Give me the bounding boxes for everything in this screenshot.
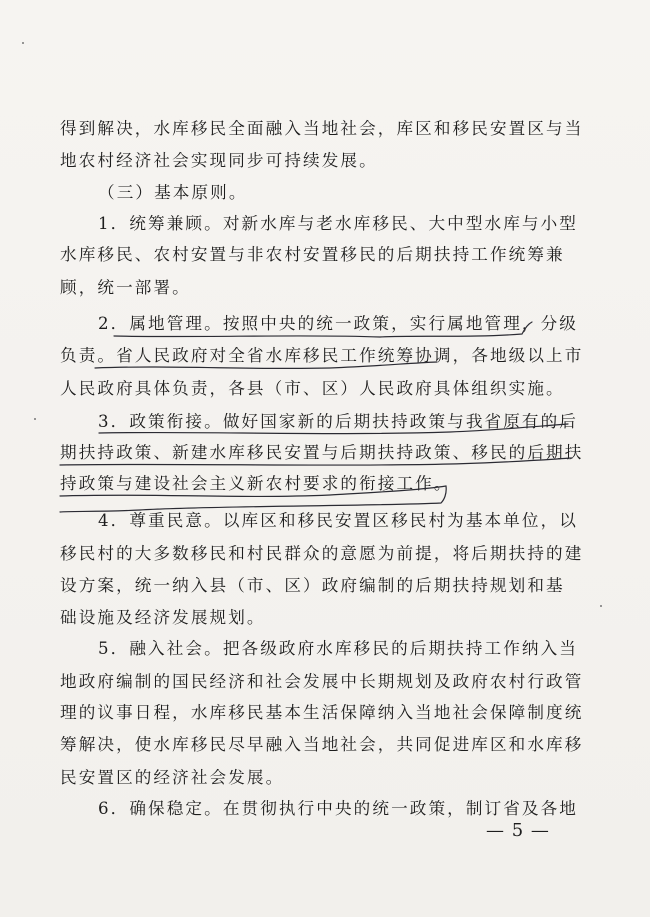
text-line: 得到解决，水库移民全面融入当地社会，库区和移民安置区与当 [60,119,584,138]
text-line: 人民政府具体负责，各县（市、区）人民政府具体组织实施。 [60,379,565,398]
text-line: 期扶持政策、新建水库移民安置与后期扶持政策、移民的后期扶 [60,443,584,462]
scan-speck [600,605,602,607]
text-line: 地农村经济社会实现同步可持续发展。 [60,151,378,170]
text-line: 理的议事日程，水库移民基本生活保障纳入当地社会保障制度统 [60,703,584,722]
section-heading: （三）基本原则。 [98,183,248,202]
text-line: 6．确保稳定。在贯彻执行中央的统一政策，制订省及各地 [98,799,578,818]
text-line: 移民村的大多数移民和村民群众的意愿为前提，将后期扶持的建 [60,544,584,563]
page-number: — 5 — [486,820,550,841]
text-line: 4．尊重民意。以库区和移民安置区移民村为基本单位，以 [98,511,578,530]
text-line: 地政府编制的国民经济和社会发展中长期规划及政府农村行政管 [60,672,584,691]
text-line: 设方案，统一纳入县（市、区）政府编制的后期扶持规划和基 [60,576,565,595]
text-line: 持政策与建设社会主义新农村要求的衔接工作。 [60,474,453,493]
text-line: 水库移民、农村安置与非农村安置移民的后期扶持工作统筹兼 [60,245,565,264]
text-line: 顾，统一部署。 [60,278,191,297]
scan-speck [34,418,36,420]
text-line: 民安置区的经济社会发展。 [60,768,285,787]
text-line: 筹解决，使水库移民尽早融入当地社会，共同促进库区和水库移 [60,735,584,754]
text-line: 1．统筹兼顾。对新水库与老水库移民、大中型水库与小型 [98,214,578,233]
text-line: 2．属地管理。按照中央的统一政策，实行属地管理，分级 [98,314,578,333]
text-line: 3．政策衔接。做好国家新的后期扶持政策与我省原有的后 [98,412,578,431]
text-line: 5．融入社会。把各级政府水库移民的后期扶持工作纳入当 [98,639,578,658]
text-line: 础设施及经济发展规划。 [60,608,266,627]
text-line: 负责。省人民政府对全省水库移民工作统筹协调，各地级以上市 [60,346,584,365]
scan-speck [22,42,24,44]
